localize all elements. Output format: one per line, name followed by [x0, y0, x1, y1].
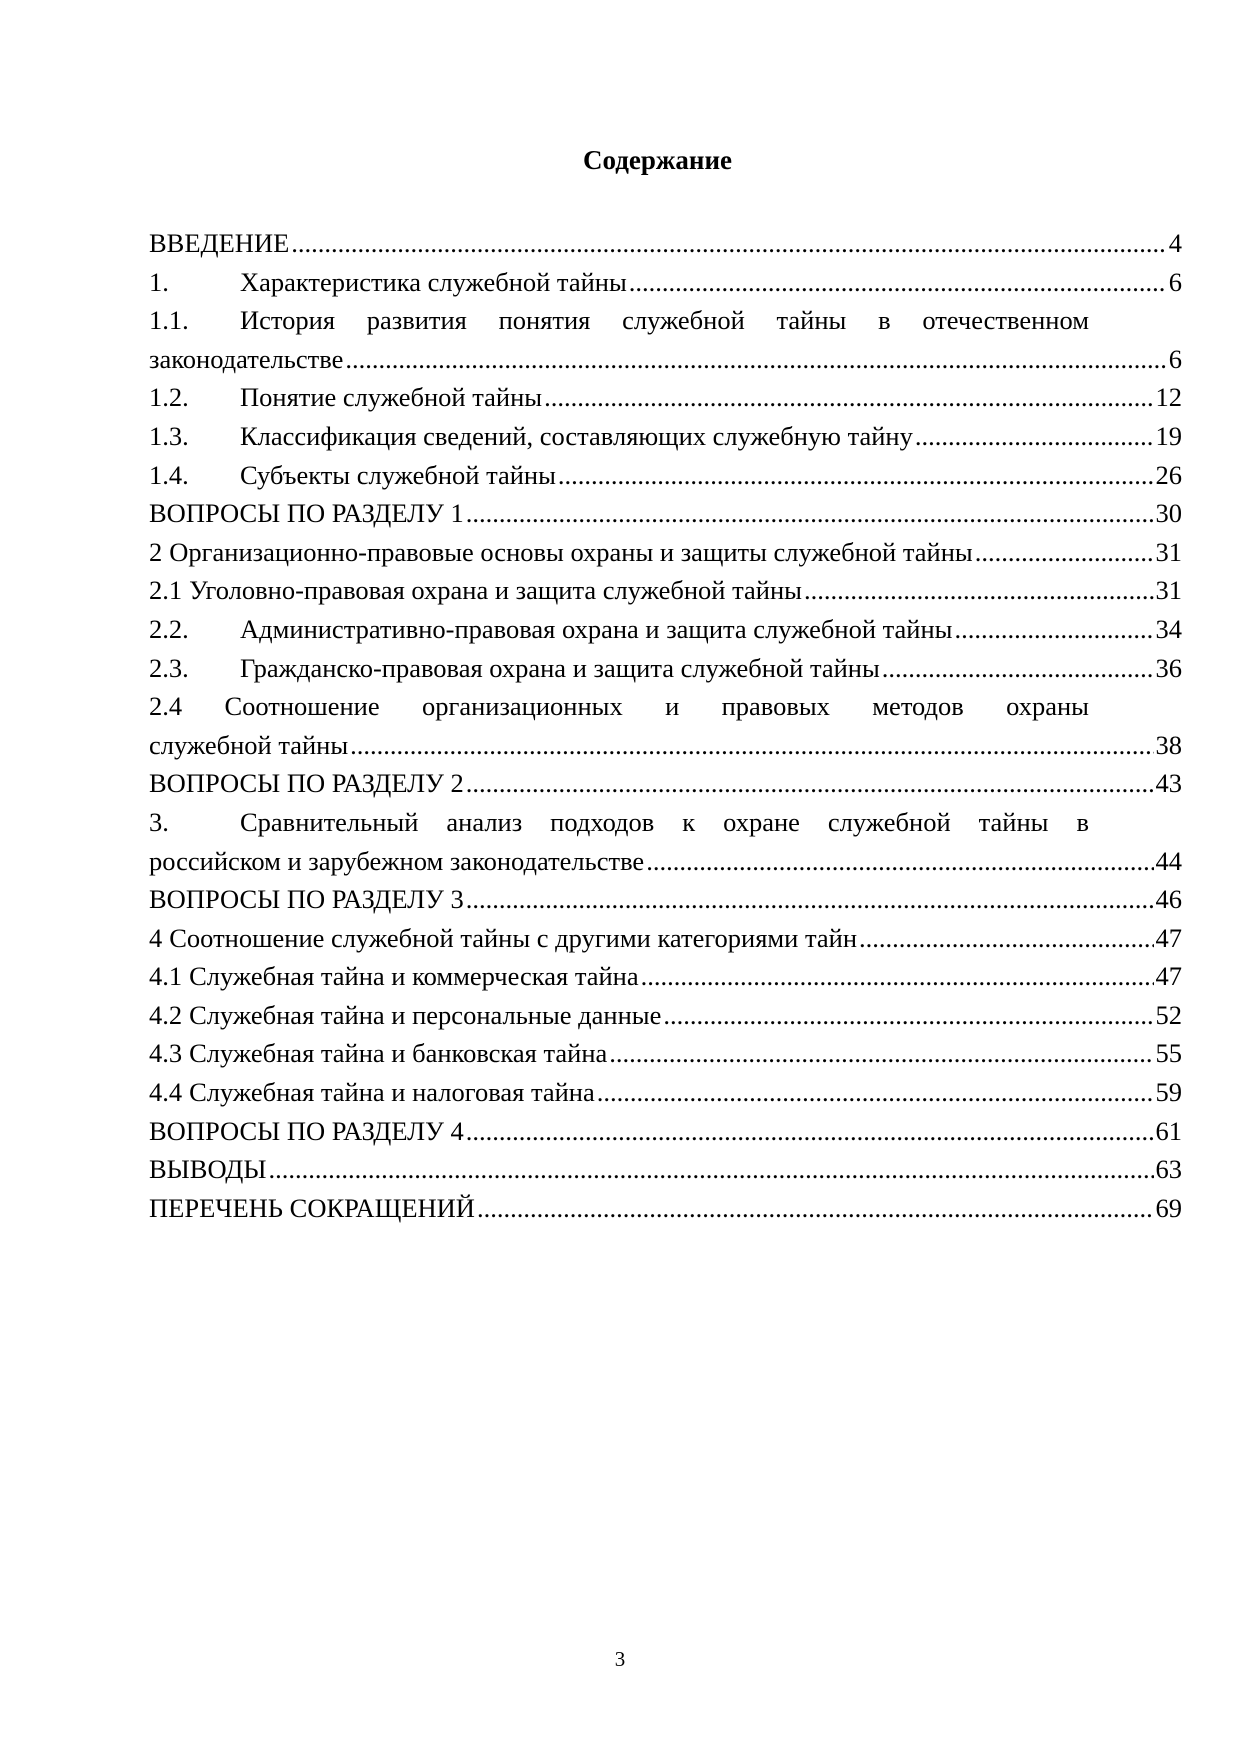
toc-entry[interactable] [149, 687, 1182, 764]
toc-entry-word: в [878, 305, 891, 336]
toc-entry-word: тайны [776, 305, 847, 336]
dot-leader [663, 996, 1153, 1035]
toc-entry-word: анализ [446, 806, 523, 837]
toc-entry[interactable] [149, 649, 1182, 688]
toc-entry-word: охране [723, 806, 800, 837]
toc-entry-word: организационных [421, 691, 623, 722]
dot-leader [477, 1189, 1154, 1228]
toc-entry-word: и [665, 691, 680, 722]
toc-entry-page: 69 [1155, 1192, 1182, 1223]
dot-leader [915, 417, 1154, 456]
toc-row [149, 842, 1182, 881]
toc-entry-number: 1.4. [149, 459, 189, 490]
toc-entry-number: 2.2. [149, 613, 189, 644]
toc-entry-title: Служебная тайна и коммерческая тайна [189, 961, 639, 992]
page-number: 3 [614, 1647, 626, 1671]
toc-entry[interactable] [149, 1073, 1182, 1112]
toc-entry-number: 1. [149, 266, 169, 297]
toc-entry-word: методов [872, 691, 964, 722]
toc-entry-word: отечественном [922, 305, 1089, 336]
toc-entry[interactable] [149, 803, 1182, 880]
toc-entry[interactable] [149, 764, 1182, 803]
toc-entry-number: 1.2. [149, 382, 189, 413]
toc-row [149, 301, 1182, 340]
dot-leader [350, 726, 1153, 765]
toc-entry-page: 38 [1155, 729, 1182, 760]
toc-entry[interactable] [149, 224, 1182, 263]
toc-entry-title: Административно-правовая охрана и защита служебной тайны [240, 613, 953, 644]
toc-entry-page: 19 [1155, 420, 1182, 451]
page-title: Содержание [582, 145, 733, 175]
toc-entry-word: понятия [498, 305, 591, 336]
toc-entry[interactable] [149, 494, 1182, 533]
dot-leader [646, 842, 1153, 881]
toc-entry[interactable] [149, 533, 1182, 572]
toc-row-justified [240, 301, 1182, 340]
toc-entry[interactable] [149, 610, 1182, 649]
toc-entry-word: Сравнительный [240, 806, 419, 837]
toc-entry-word: тайны [978, 806, 1049, 837]
toc-entry-title: Служебная тайна и персональные данные [189, 999, 662, 1030]
toc-entry-word: к [682, 806, 696, 837]
toc-row [149, 533, 1182, 572]
dot-leader [466, 1112, 1154, 1151]
toc-row-justified [149, 687, 1182, 726]
dot-leader [975, 533, 1154, 572]
toc-row [149, 996, 1182, 1035]
toc-entry-word: История [240, 305, 336, 336]
toc-entry-page: 52 [1155, 999, 1182, 1030]
toc-entry-page: 4 [1168, 228, 1182, 258]
toc-entry[interactable] [149, 996, 1182, 1035]
toc-entry-title: ВОПРОСЫ ПО РАЗДЕЛУ 2 [149, 768, 464, 799]
toc-entry-title: ПЕРЕЧЕНЬ СОКРАЩЕНИЙ [149, 1192, 475, 1223]
toc-entry[interactable] [149, 1112, 1182, 1151]
toc-entry-word: 2.4 [149, 691, 183, 722]
toc-entry-title: служебной тайны [149, 729, 349, 760]
toc-entry-title: Понятие служебной тайны [240, 382, 543, 413]
dot-leader [804, 571, 1154, 610]
toc-row [149, 880, 1182, 919]
toc-entry-number: 2.3. [149, 652, 189, 683]
toc-entry-page: 61 [1155, 1115, 1182, 1146]
toc-row [149, 1073, 1182, 1112]
toc-entry-number: 2 [149, 536, 163, 567]
dot-leader [859, 919, 1153, 958]
toc-entry-word: охраны [1006, 691, 1089, 722]
toc-entry-word: в [1076, 806, 1089, 837]
toc-entry-page: 36 [1155, 652, 1182, 683]
toc-entry-number: 3. [149, 806, 169, 837]
toc-entry-page: 59 [1155, 1077, 1182, 1108]
toc-entry-page: 31 [1155, 536, 1182, 567]
toc-entry[interactable] [149, 456, 1182, 495]
dot-leader [345, 340, 1166, 379]
toc-row [149, 224, 1182, 263]
toc-entry-number: 1.1. [149, 305, 189, 336]
toc-row [149, 417, 1182, 456]
toc-entry-page: 12 [1155, 382, 1182, 413]
toc-row [149, 649, 1182, 688]
toc-entry[interactable] [149, 571, 1182, 610]
toc-row [149, 764, 1182, 803]
toc-entry-page: 47 [1155, 961, 1182, 992]
toc-entry-title: ВЫВОДЫ [149, 1154, 267, 1185]
toc-row [149, 803, 1182, 842]
toc-entry-number: 4 [149, 922, 163, 953]
toc-row-justified [240, 803, 1182, 842]
dot-leader [597, 1073, 1154, 1112]
toc-entry[interactable] [149, 1150, 1182, 1189]
toc-row [149, 494, 1182, 533]
toc-entry-page: 26 [1155, 459, 1182, 490]
toc-entry[interactable] [149, 880, 1182, 919]
toc-entry-word: Соотношение [224, 691, 380, 722]
dot-leader [466, 880, 1154, 919]
toc-entry-number: 2.1 [149, 575, 183, 606]
toc-entry-title: Служебная тайна и банковская тайна [189, 1038, 608, 1069]
toc-entry-title: Служебная тайна и налоговая тайна [189, 1077, 595, 1108]
dot-leader [268, 1150, 1153, 1189]
toc-entry-title: Соотношение служебной тайны с другими категориями тайн [169, 922, 858, 953]
toc-entry-word: подходов [550, 806, 655, 837]
toc-row [149, 726, 1182, 765]
dot-leader [609, 1034, 1153, 1073]
toc-row [149, 571, 1182, 610]
toc-entry[interactable] [149, 301, 1182, 378]
toc-row [149, 1189, 1182, 1228]
table-of-contents [149, 224, 1182, 1227]
toc-row [149, 456, 1182, 495]
dot-leader [544, 378, 1153, 417]
toc-entry-number: 4.1 [149, 961, 183, 992]
toc-entry-title: ВОПРОСЫ ПО РАЗДЕЛУ 3 [149, 884, 464, 915]
toc-entry-title: ВОПРОСЫ ПО РАЗДЕЛУ 4 [149, 1115, 464, 1146]
toc-entry-word: служебной [827, 806, 951, 837]
toc-entry-page: 63 [1155, 1154, 1182, 1185]
toc-entry-page: 31 [1155, 575, 1182, 606]
toc-row [149, 340, 1182, 379]
toc-entry-title: законодательстве [149, 343, 344, 374]
toc-row [149, 263, 1182, 302]
toc-entry-page: 46 [1155, 884, 1182, 915]
dot-leader [629, 263, 1167, 302]
toc-entry-page: 30 [1155, 498, 1182, 529]
toc-entry[interactable] [149, 1034, 1182, 1073]
toc-entry-number: 4.3 [149, 1038, 183, 1069]
toc-entry-number: 1.3. [149, 420, 189, 451]
toc-entry-word: правовых [721, 691, 830, 722]
toc-entry-title: ВОПРОСЫ ПО РАЗДЕЛУ 1 [149, 498, 464, 529]
dot-leader [641, 957, 1154, 996]
toc-entry-title: Субъекты служебной тайны [240, 459, 556, 490]
toc-entry[interactable] [149, 417, 1182, 456]
toc-entry[interactable] [149, 263, 1182, 302]
toc-entry-word: служебной [622, 305, 745, 336]
toc-entry[interactable] [149, 957, 1182, 996]
toc-entry-title: Характеристика служебной тайны [240, 266, 627, 297]
toc-entry-number: 4.4 [149, 1077, 183, 1108]
toc-row [149, 957, 1182, 996]
dot-leader [291, 224, 1166, 263]
dot-leader [954, 610, 1153, 649]
toc-entry-page: 47 [1155, 922, 1182, 953]
toc-entry-page: 6 [1168, 266, 1182, 297]
dot-leader [466, 494, 1154, 533]
toc-entry-title: Гражданско-правовая охрана и защита служебной тайны [240, 652, 880, 683]
toc-row [149, 919, 1182, 958]
toc-entry-title: Классификация сведений, составляющих служебную тайну [240, 420, 913, 451]
toc-entry-number: 4.2 [149, 999, 183, 1030]
toc-entry-page: 6 [1168, 343, 1182, 374]
toc-entry-title: российском и зарубежном законодательстве [149, 845, 645, 876]
toc-entry-page: 44 [1155, 845, 1182, 876]
toc-row [149, 378, 1182, 417]
dot-leader [882, 649, 1154, 688]
toc-entry-page: 34 [1155, 613, 1182, 644]
toc-entry-title: Организационно-правовые основы охраны и защиты служебной тайны [169, 536, 973, 567]
toc-entry-title: ВВЕДЕНИЕ [149, 228, 290, 258]
toc-entry-title: Уголовно-правовая охрана и защита служебной тайны [189, 575, 802, 606]
toc-row [149, 610, 1182, 649]
toc-entry[interactable] [149, 378, 1182, 417]
toc-entry[interactable] [149, 1189, 1182, 1228]
toc-row [149, 1150, 1182, 1189]
toc-entry[interactable] [149, 919, 1182, 958]
toc-row [149, 1034, 1182, 1073]
dot-leader [466, 764, 1154, 803]
toc-entry-word: развития [366, 305, 467, 336]
dot-leader [558, 456, 1154, 495]
toc-entry-page: 55 [1155, 1038, 1182, 1069]
toc-row [149, 1112, 1182, 1151]
toc-entry-page: 43 [1155, 768, 1182, 799]
